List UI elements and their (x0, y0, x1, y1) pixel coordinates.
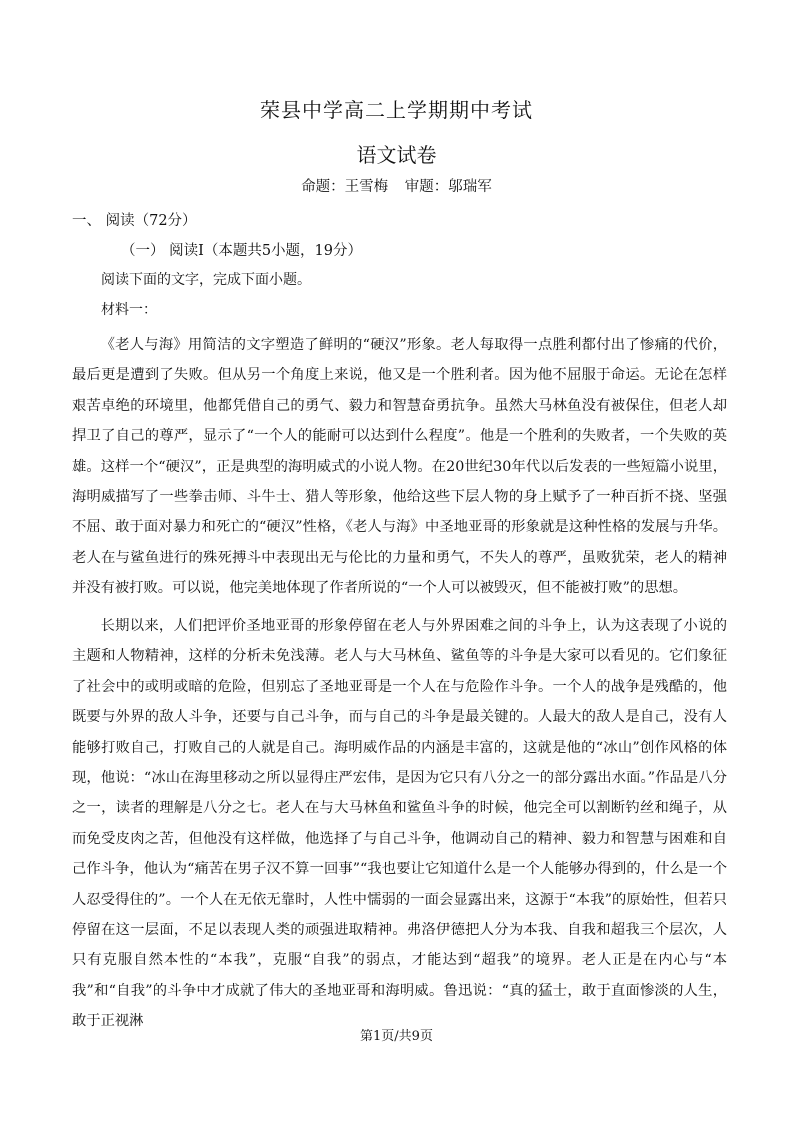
reviewer-label: 审题：邬瑞军 (404, 179, 492, 195)
section-heading: 一、 阅读（72分） (72, 213, 197, 229)
reading-instruction: 阅读下面的文字，完成下面小题。 (101, 272, 311, 288)
exam-title: 荣县中学高二上学期期中考试 (260, 98, 533, 122)
material-label: 材料一： (101, 302, 157, 318)
passage-paragraph-1: 《老人与海》用简洁的文字塑造了鲜明的“硬汉”形象。老人每取得一点胜利都付出了惨痛的代价，最后更是遭到了失败。但从另一个角度上来说，他又是一个胜利者。因为他不屈服于命运。无论在怎样艰苦卓绝的环境里，他都凭借自己的勇气、毅力和智慧奋勇抗争。虽然大马林鱼没有被保住，但老人却捍卫了自己的尊严，显示了“一个人的能耐可以达到什么程度”。他是一个胜利的失败者，一个失败的英雄。这样一个“硬汉”，正是典型的海明威式的小说人物。在20世纪30年代以后发表的一些短篇小说里，海明威描写了一些拳击师、斗牛士、猎人等形象，他给这些下层人物的身上赋予了一种百折不挠、坚强不屈、敢于面对暴力和死亡的“硬汉”性格，《老人与海》中圣地亚哥的形象就是这种性格的发展与升华。老人在与鲨鱼进行的殊死搏斗中表现出无与伦比的力量和勇气，不失人的尊严，虽败犹荣，老人的精神并没有被打败。可以说，他完美地体现了作者所说的“一个人可以被毁灭，但不能被打败”的思想。 (72, 337, 727, 597)
exam-subtitle: 语文试卷 (356, 143, 437, 167)
passage-paragraph-2: 长期以来，人们把评价圣地亚哥的形象停留在老人与外界困难之间的斗争上，认为这表现了小说的主题和人物精神，这样的分析未免浅薄。老人与大马林鱼、鲨鱼等的斗争是大家可以看见的。它们象征了社会中的或明或暗的危险，但别忘了圣地亚哥是一个人在与危险作斗争。一个人的战争是残酷的，他既要与外界的敌人斗争，还要与自己斗争，而与自己的斗争是最关键的。人最大的敌人是自己，没有人能够打败自己，打败自己的人就是自己。海明威作品的内涵是丰富的，这就是他的“冰山”创作风格的体现，他说：“冰山在海里移动之所以显得庄严宏伟，是因为它只有八分之一的部分露出水面。”作品是八分之一，读者的理解是八分之七。老人在与大马林鱼和鲨鱼斗争的时候，他完全可以割断钓丝和绳子，从而免受皮肉之苦，但他没有这样做，他选择了与自己斗争，他调动自己的精神、毅力和智慧与困难和自己作斗争，他认为“痛苦在男子汉不算一回事”“我也要让它知道什么是一个人能够办得到的，什么是一个人忍受得住的”。一个人在无依无靠时，人性中懦弱的一面会显露出来，这源于“本我”的原始性，但若只停留在这一层面，不足以表现人类的顽强进取精神。弗洛伊德把人分为本我、自我和超我三个层次，人只有克服自然本性的“本我”，克服“自我”的弱点，才能达到“超我”的境界。老人正是在内心与“本我”和“自我”的斗争中才成就了伟大的圣地亚哥和海明威。鲁迅说：“真的猛士，敢于直面惨淡的人生，敢于正视淋 (72, 618, 727, 1030)
page-number: 第1页/共9页 (360, 1029, 433, 1044)
setter-label: 命题：王雪梅 (301, 179, 389, 195)
author-line (0, 175, 793, 196)
subsection-heading: （一） 阅读Ⅰ（本题共5小题，19分） (121, 243, 363, 259)
